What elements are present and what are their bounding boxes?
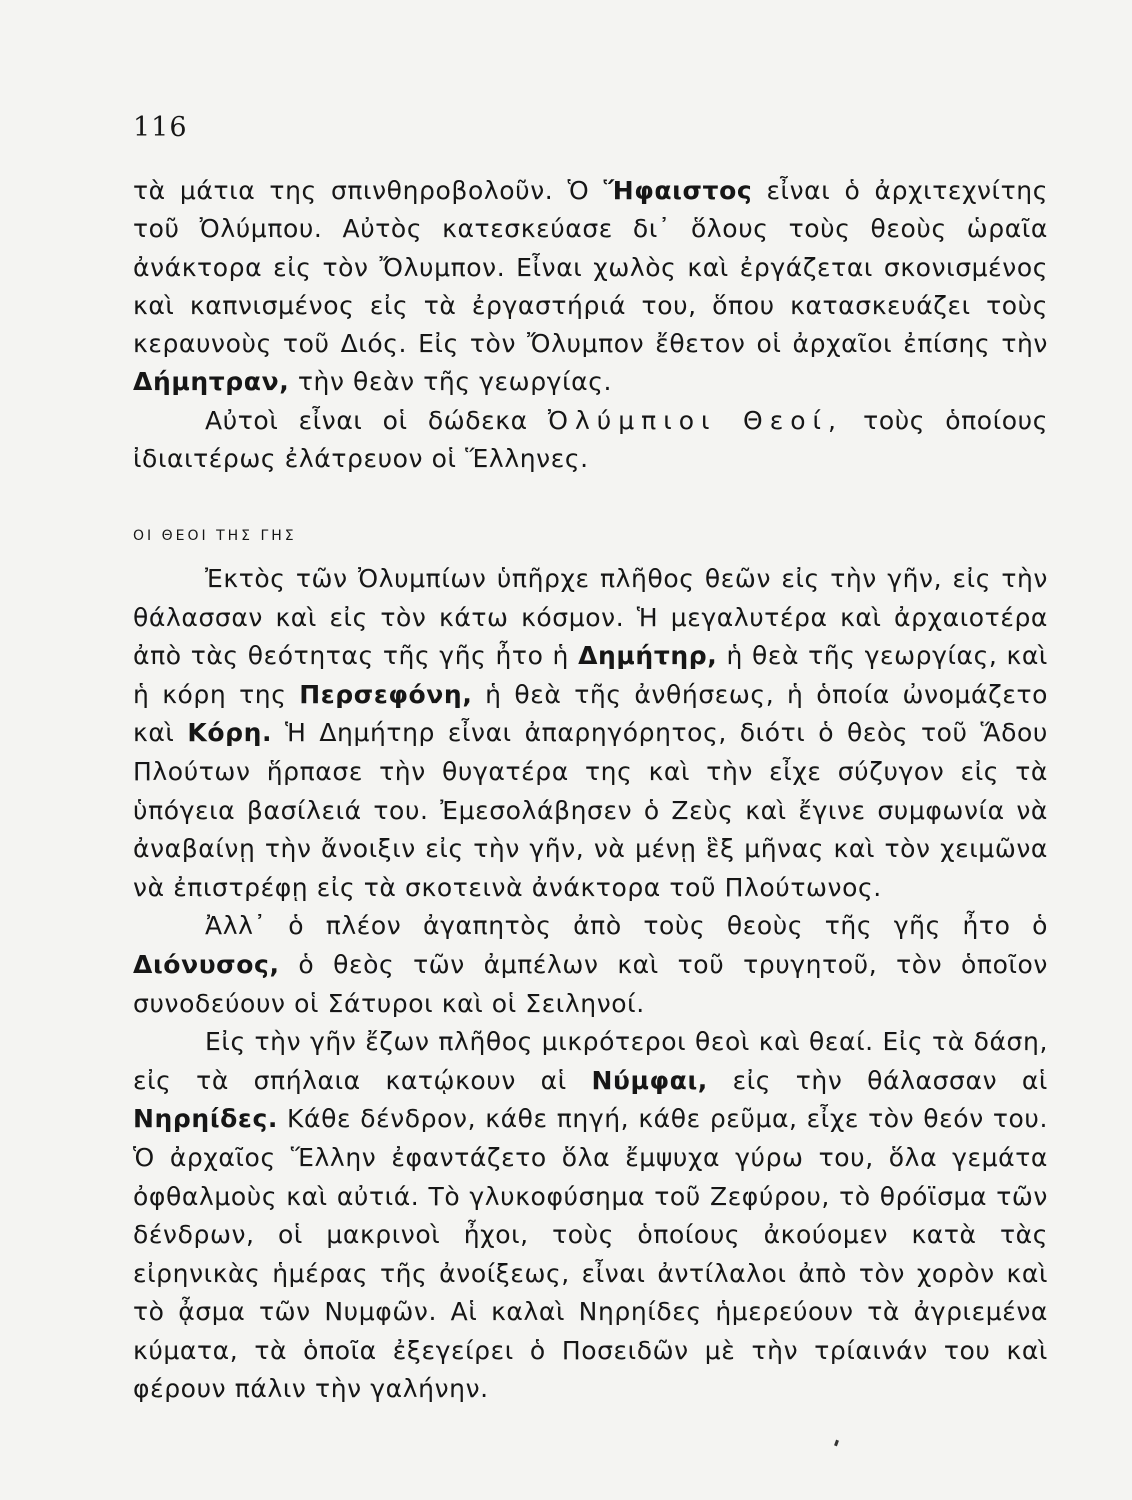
text-run: ἡ θεὰ τῆς ἀνθήσεως, ἡ ὁποία ὠνομάζετο καὶ [133, 679, 1048, 748]
text-run: εἶναι ὁ ἀρχιτεχνίτης τοῦ Ὀλύμπου. Αὐτὸς κατεσκεύασε δι᾽ ὅλους τοὺς θεοὺς ὡραῖα ἀνάκτορα εἰς τὸν Ὄλυμπον. Εἶναι χωλὸς καὶ ἐργάζεται σκονισμένος καὶ καπνισμένος εἰς τὰ ἐργαστήριά του, ὅπου κατασκευάζει τοὺς κεραυνοὺς τοῦ Διός. Εἰς τὸν Ὄλυμπον ἔθετον οἱ ἀρχαῖοι ἐπίσης τὴν [133, 176, 1048, 359]
bold-term-hephaestus: Ἥφαιστος [603, 176, 753, 205]
earth-gods-text-block [133, 560, 1048, 1409]
intro-text-block [133, 172, 1048, 478]
text-run: Αὐτοὶ εἶναι οἱ δώδεκα [205, 405, 548, 435]
bold-term-demeter: Δήμητραν, [133, 367, 290, 397]
text-run: ἡ θεὰ τῆς γεωργίας, καὶ ἡ κόρη της [133, 641, 1048, 709]
paragraph-dionysus [133, 907, 1048, 1023]
text-run: εἰς τὴν θάλασσαν αἱ [707, 1065, 1048, 1095]
bold-term-demeter: Δημήτηρ, [578, 641, 718, 671]
text-run: Κάθε δένδρον, κάθε πηγή, κάθε ρεῦμα, εἶχε τὸν θεόν του. Ὁ ἀρχαῖος Ἕλλην ἐφαντάζετο ὅλα ἔμψυχα γύρω του, ὅλα γεμάτα ὀφθαλμοὺς καὶ αὐτιά. Τὸ γλυκοφύσημα τοῦ Ζεφύρου, τὸ θρόϊσμα τῶν δένδρων, οἱ μακρινοὶ ἦχοι, τοὺς ὁποίους ἀκούομεν κατὰ τὰς εἰρηνικὰς ἡμέρας τῆς ἀνοίξεως, εἶναι ἀντίλαλοι ἀπὸ τὸν χορὸν καὶ τὸ ᾆσμα τῶν Νυμφῶν. Αἱ καλαὶ Νηρηίδες ἡμερεύουν τὰ ἀγριεμένα κύματα, τὰ ὁποῖα ἐξεγείρει ὁ Ποσειδῶν μὲ τὴν τρίαινάν του καὶ φέρουν πάλιν τὴν γαλήνην. [133, 1104, 1048, 1404]
bold-term-dionysus: Διόνυσος, [133, 949, 280, 979]
text-run: Ἡ Δημήτηρ εἶναι ἀπαρηγόρητος, διότι ὁ θεὸς τοῦ Ἅδου Πλούτων ἥρπασε τὴν θυγατέρα της καὶ τὴν εἶχε σύζυγον εἰς τὰ ὑπόγεια βασίλειά του. Ἐμεσολάβησεν ὁ Ζεὺς καὶ ἔγινε συμφωνία νὰ ἀναβαίνῃ τὴν ἄνοιξιν εἰς τὴν γῆν, νὰ μένῃ ἓξ μῆνας καὶ τὸν χειμῶνα νὰ ἐπιστρέφῃ εἰς τὰ σκοτεινὰ ἀνάκτορα τοῦ Πλούτωνος. [133, 718, 1048, 902]
text-run: Ἐκτὸς τῶν Ὀλυμπίων ὑπῆρχε πλῆθος θεῶν εἰς τὴν γῆν, εἰς τὴν θάλασσαν καὶ εἰς τὸν κάτω κόσμον. Ἡ μεγαλυτέρα καὶ ἀρχαιοτέρα ἀπὸ τὰς θεότητας τῆς γῆς ἦτο ἡ [133, 564, 1048, 671]
text-run: τὴν θεὰν τῆς γεωργίας. [289, 367, 613, 397]
text-run: Εἰς τὴν γῆν ἔζων πλῆθος μικρότεροι θεοὶ καὶ θεαί. Εἰς τὰ δάση, εἰς τὰ σπήλαια κατῴκουν αἱ [133, 1027, 1048, 1095]
text-run: Ἀλλ᾽ ὁ πλέον ἀγαπητὸς ἀπὸ τοὺς θεοὺς τῆς γῆς ἦτο ὁ [205, 911, 1048, 941]
section-heading: ΟΙ ΘΕΟΙ ΤΗΣ ΓΗΣ [133, 528, 297, 544]
paragraph-hephaestus [133, 172, 1048, 402]
bold-term-nymphs: Νύμφαι, [591, 1065, 708, 1095]
paragraph-demeter-persephone [133, 560, 1048, 907]
bold-term-nereids: Νηρηίδες. [133, 1104, 278, 1134]
bold-term-kore: Κόρη. [187, 718, 273, 748]
bold-term-persephone: Περσεφόνη, [299, 679, 473, 709]
page-number: 116 [133, 112, 188, 143]
ink-speck [834, 1440, 839, 1447]
text-run: τοὺς ὁποίους ἰδιαιτέρως ἐλάτρευον οἱ Ἕλληνες. [133, 405, 1048, 474]
spaced-term-olympian-gods: Ὀλύμπιοι Θεοί, [547, 405, 843, 435]
paragraph-nymphs-nereids [133, 1023, 1048, 1409]
text-run: ὁ θεὸς τῶν ἀμπέλων καὶ τοῦ τρυγητοῦ, τὸν ὁποῖον συνοδεύουν οἱ Σάτυροι καὶ οἱ Σειληνοί. [133, 949, 1048, 1018]
paragraph-twelve-olympians [133, 402, 1048, 479]
text-run: τὰ μάτια της σπινθηροβολοῦν. Ὁ [133, 176, 604, 205]
